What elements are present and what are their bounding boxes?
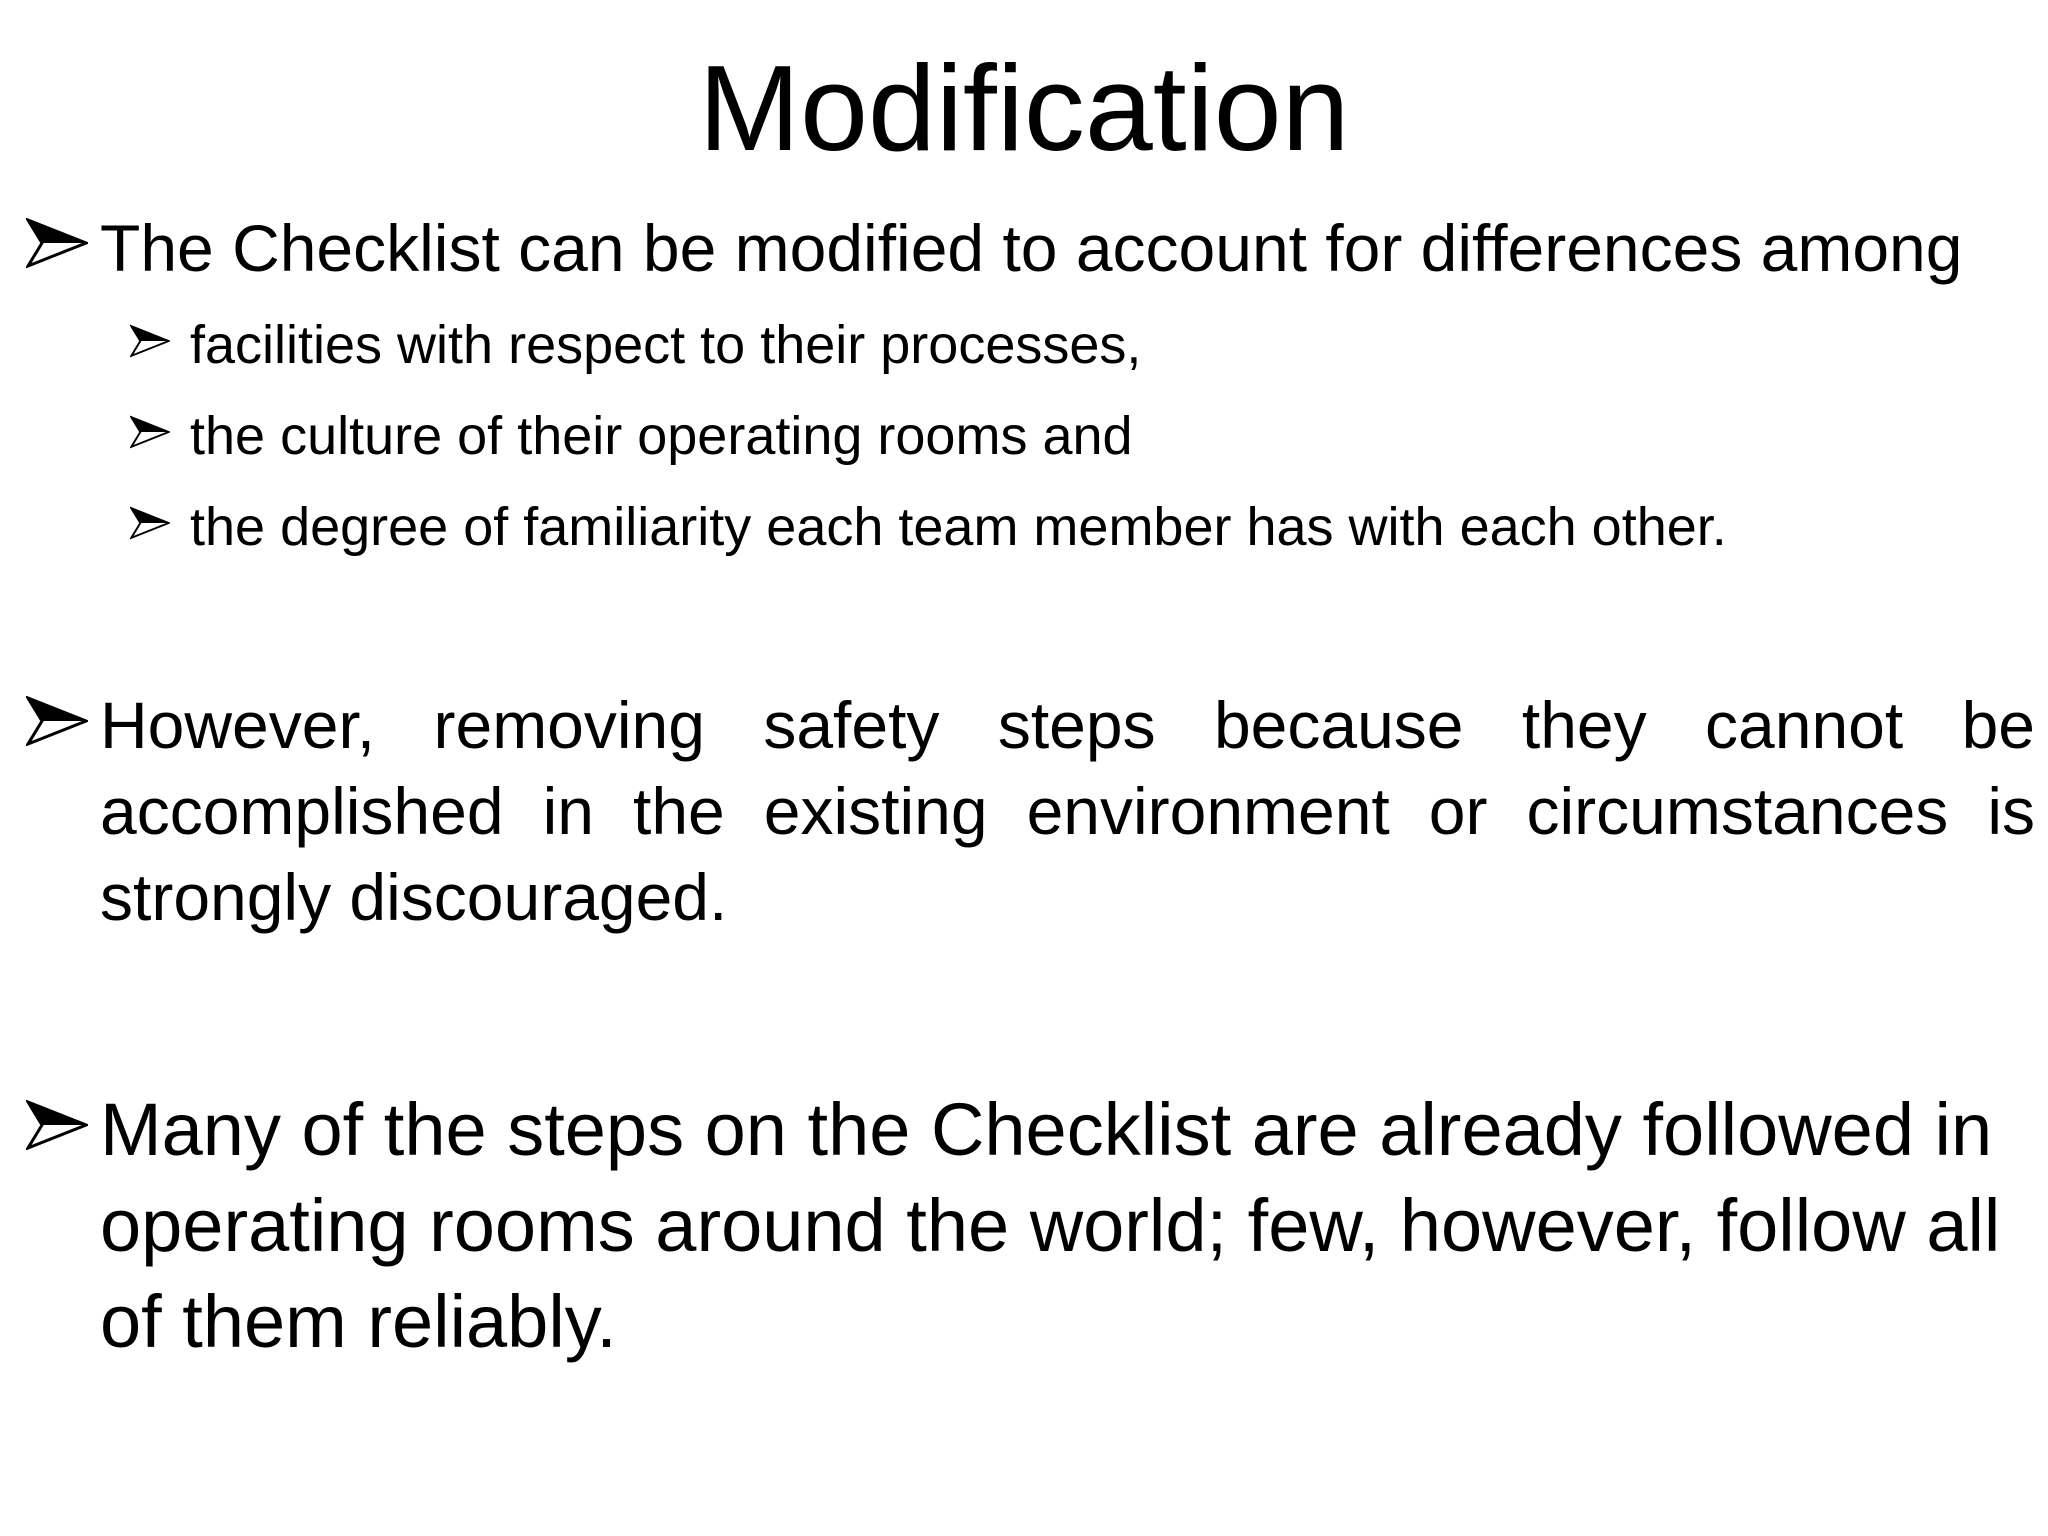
arrow-bullet-icon (130, 324, 170, 358)
arrow-bullet-icon (130, 415, 170, 449)
sub-bullet-text: the degree of familiarity each team member has with each other. (190, 497, 1727, 557)
bullet-text: The Checklist can be modified to account for differences among (100, 211, 1963, 285)
arrow-bullet-icon (130, 506, 170, 540)
sub-bullet-text: the culture of their operating rooms and (190, 406, 1133, 466)
sub-bullet-text: facilities with respect to their processes, (190, 315, 1142, 375)
arrow-bullet-icon (26, 218, 88, 268)
arrow-bullet-icon (26, 1100, 88, 1150)
bullet-text: However, removing safety steps because they cannot be accomplished in the existing environment or circumstances is strongly discouraged. (100, 688, 2035, 934)
bullet-text: Many of the steps on the Checklist are already followed in operating rooms around the world; few, however, follow all of them reliably. (100, 1088, 2001, 1363)
arrow-bullet-icon (26, 696, 88, 746)
slide-title: Modification (698, 40, 1350, 176)
